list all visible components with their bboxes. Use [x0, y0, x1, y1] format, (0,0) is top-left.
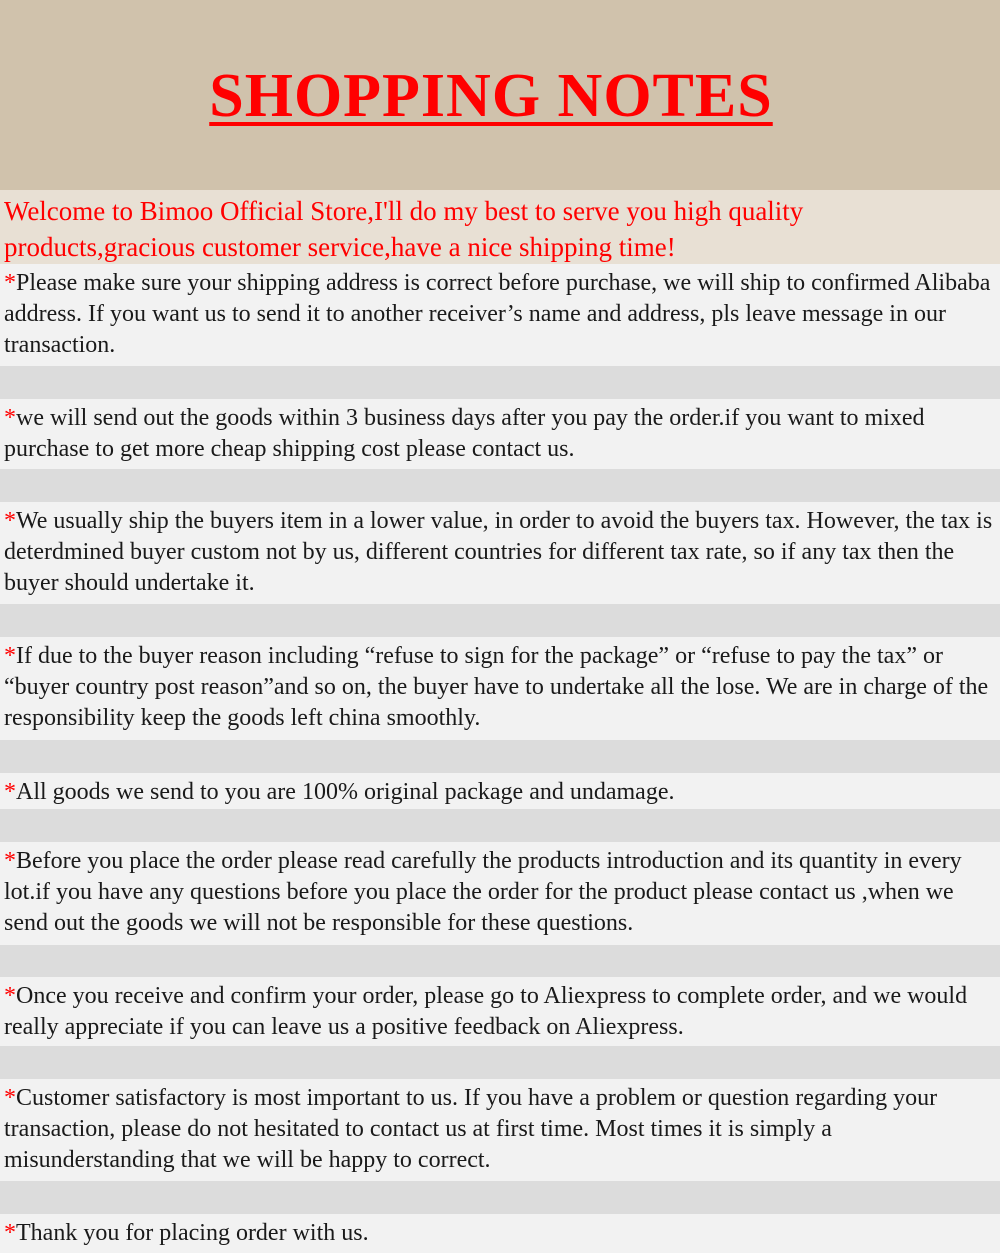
bullet-star: * [4, 983, 16, 1009]
note-text [0, 502, 1000, 599]
note-body: Thank you for placing order with us. [16, 1220, 369, 1246]
bullet-star: * [4, 643, 16, 669]
note-body: Customer satisfactory is most important to us. If you have a problem or question regarding your transaction, please do not hesitated to contact us at first time. Most times it is simply a misunderstanding that we will be happy to correct. [4, 1085, 938, 1173]
note-item [0, 502, 1000, 604]
note-text [0, 264, 1000, 361]
separator [0, 604, 1000, 637]
separator [0, 1181, 1000, 1214]
welcome-banner [0, 190, 1000, 264]
bullet-star: * [4, 848, 16, 874]
note-item [0, 1214, 1000, 1253]
separator [0, 1046, 1000, 1079]
note-body: Once you receive and confirm your order, please go to Aliexpress to complete order, and we would really appreciate if you can leave us a positive feedback on Aliexpress. [4, 983, 968, 1040]
page-title: SHOPPING NOTES [209, 62, 773, 130]
bullet-star: * [4, 405, 16, 431]
bullet-star: * [4, 779, 16, 805]
note-text [0, 773, 1000, 808]
separator [0, 945, 1000, 977]
bullet-star: * [4, 1220, 16, 1246]
separator [0, 740, 1000, 773]
note-item [0, 773, 1000, 809]
note-body: Please make sure your shipping address is correct before purchase, we will ship to confirmed Alibaba address. If you want us to send it to another receiver’s name and address, pls leave message in our transaction. [4, 270, 991, 358]
welcome-text: Welcome to Bimoo Official Store,I'll do my best to serve you high quality products,gracious customer service,have a nice shipping time! [4, 196, 804, 262]
note-body: We usually ship the buyers item in a lower value, in order to avoid the buyers tax. However, the tax is deterdmined buyer custom not by us, different countries for different tax rate, so if any tax then the buyer should undertake it. [4, 508, 993, 596]
note-text [0, 1214, 1000, 1249]
note-body: If due to the buyer reason including “refuse to sign for the package” or “refuse to pay the tax” or “buyer country post reason”and so on, the buyer have to undertake all the lose. We are in charge of the responsibility keep the goods left china smoothly. [4, 643, 989, 731]
note-item [0, 1079, 1000, 1181]
note-item [0, 977, 1000, 1046]
note-text [0, 842, 1000, 939]
note-body: Before you place the order please read carefully the products introduction and its quantity in every lot.if you have any questions before you place the order for the product please contact us ,when we send out the goods we will not be responsible for these questions. [4, 848, 962, 936]
bullet-star: * [4, 1085, 16, 1111]
separator [0, 809, 1000, 842]
separator [0, 469, 1000, 502]
note-text [0, 637, 1000, 734]
note-body: we will send out the goods within 3 business days after you pay the order.if you want to mixed purchase to get more cheap shipping cost please contact us. [4, 405, 925, 462]
note-item [0, 637, 1000, 740]
note-item [0, 399, 1000, 469]
note-item [0, 264, 1000, 366]
separator [0, 366, 1000, 399]
note-text [0, 977, 1000, 1043]
note-text [0, 1079, 1000, 1176]
header-banner [0, 0, 1000, 190]
note-body: All goods we send to you are 100% original package and undamage. [16, 779, 675, 805]
bullet-star: * [4, 270, 16, 296]
note-text [0, 399, 1000, 465]
note-item [0, 842, 1000, 945]
bullet-star: * [4, 508, 16, 534]
